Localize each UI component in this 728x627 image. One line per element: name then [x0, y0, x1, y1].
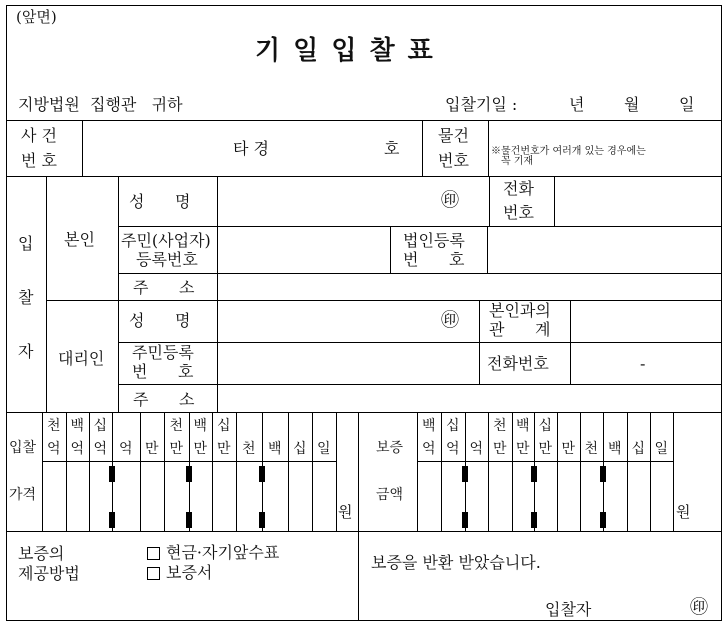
deposit-unit-bottom: 만: [516, 441, 530, 457]
case-suffix: 호: [384, 139, 400, 158]
deposit-grid-line: [417, 461, 673, 462]
principal-name-label: 성 명: [129, 192, 191, 211]
bid-unit-top: 십: [217, 418, 231, 434]
deposit-unit-bottom: 억: [422, 441, 436, 457]
case-label-2: 번 호: [21, 151, 57, 170]
method-option-2[interactable]: [147, 565, 212, 581]
digit-separator-mark: [600, 466, 606, 482]
deposit-unit-bottom: 억: [469, 441, 484, 457]
method-option-1-label: 현금·자기앞수표: [166, 543, 280, 562]
col-line: [422, 120, 423, 176]
bid-price-label-1: 입찰: [9, 440, 37, 456]
border-right: [721, 5, 722, 621]
deposit-label-1: 보증: [376, 440, 404, 456]
digit-separator-mark: [186, 512, 192, 528]
bid-unit-bottom: 십: [293, 441, 307, 457]
digit-separator-mark: [259, 512, 265, 528]
page-title: 기 일 입 찰 표: [255, 36, 435, 66]
principal-corp-label-1: 법인등록: [403, 231, 465, 250]
returned-text: 보증을 반환 받았습니다.: [371, 553, 541, 572]
agent-section: 대리인: [58, 349, 105, 368]
deposit-digit-column-line: [417, 412, 418, 531]
deposit-digit-column-line: [580, 412, 581, 531]
deposit-unit-bottom: 십: [631, 441, 646, 457]
bid-digit-column-line: [66, 412, 67, 531]
bid-price-won: 원: [338, 503, 353, 521]
bid-unit-top: 백: [70, 418, 85, 434]
digit-separator-mark: [109, 512, 115, 528]
bid-unit-bottom: 만: [169, 441, 184, 457]
principal-phone-label-2: 번호: [503, 203, 534, 222]
col-line: [488, 120, 489, 176]
item-note-1: ※물건번호가 여러개 있는 경우에는: [491, 146, 646, 157]
method-label-1: 보증의: [18, 544, 65, 563]
bid-date-label: 입찰기일 :: [445, 95, 518, 114]
row-line: [6, 412, 722, 413]
price-grid-line: [42, 531, 336, 532]
bid-unit-bottom: 억: [47, 441, 61, 457]
agent-relation-label-2: 관 계: [489, 320, 551, 339]
deposit-won: 원: [676, 503, 691, 521]
item-note-2: 꼭 기재: [501, 156, 534, 167]
deposit-label-2: 금액: [376, 487, 404, 503]
row-line: [118, 273, 722, 274]
deposit-unit-top: 백: [516, 418, 530, 434]
agent-phone-label: 전화번호: [487, 354, 549, 373]
deposit-digit-column-line: [650, 412, 651, 531]
bid-date-month: 월: [624, 95, 640, 114]
col-line: [554, 176, 555, 226]
deposit-unit-bottom: 만: [561, 441, 576, 457]
returned-seal-icon: ㊞: [690, 597, 708, 618]
bid-digit-column-line: [312, 412, 313, 531]
checkbox-icon[interactable]: [147, 567, 160, 580]
border-bottom: [6, 620, 722, 621]
bid-digit-column-line: [164, 412, 165, 531]
row-line: [46, 300, 722, 301]
principal-corp-label-2: 번 호: [403, 250, 465, 269]
deposit-unit-bottom: 만: [538, 441, 553, 457]
bid-digit-column-line: [89, 412, 90, 531]
bid-digit-column-line: [336, 412, 337, 531]
deposit-unit-bottom: 백: [608, 441, 622, 457]
col-line: [390, 226, 391, 273]
bidder-vertical-2: 찰: [18, 288, 34, 307]
addressee: 지방법원 집행관 귀하: [18, 95, 183, 114]
bidder-vertical-1: 입: [18, 234, 34, 253]
bid-unit-bottom: 억: [70, 441, 85, 457]
front-label: (앞면): [16, 8, 57, 26]
bid-date-day: 일: [679, 95, 695, 114]
bid-unit-bottom: 억: [93, 441, 108, 457]
digit-separator-mark: [462, 512, 468, 528]
bid-digit-column-line: [140, 412, 141, 531]
bid-digit-column-line: [212, 412, 213, 531]
principal-address-label: 주 소: [133, 278, 195, 297]
bid-unit-top: 십: [93, 418, 108, 434]
border-top: [6, 5, 722, 6]
agent-name-label: 성 명: [129, 311, 191, 330]
row-line: [118, 226, 722, 227]
digit-separator-mark: [109, 466, 115, 482]
digit-separator-mark: [600, 512, 606, 528]
item-label-1: 물건: [438, 126, 469, 145]
method-option-2-label: 보증서: [166, 563, 213, 582]
bid-date-year: 년: [569, 95, 585, 114]
deposit-unit-top: 십: [446, 418, 460, 434]
deposit-unit-top: 천: [493, 418, 507, 434]
bid-unit-top: 천: [169, 418, 184, 434]
bid-unit-top: 천: [47, 418, 61, 434]
bid-unit-bottom: 만: [145, 441, 159, 457]
deposit-digit-column-line: [557, 412, 558, 531]
deposit-digit-column-line: [488, 412, 489, 531]
border-left: [6, 5, 7, 621]
bid-price-label-2: 가격: [9, 487, 37, 503]
col-line: [570, 300, 571, 384]
deposit-digit-column-line: [441, 412, 442, 531]
row-line: [118, 384, 722, 385]
digit-separator-mark: [531, 466, 537, 482]
deposit-digit-column-line: [673, 412, 674, 531]
deposit-unit-top: 십: [538, 418, 553, 434]
agent-seal-icon: ㊞: [441, 310, 459, 331]
method-label-2: 제공방법: [18, 564, 80, 583]
digit-separator-mark: [259, 466, 265, 482]
agent-address-label: 주 소: [133, 390, 195, 409]
agent-relation-label-1: 본인과의: [489, 301, 551, 320]
col-line: [487, 226, 488, 273]
bidder-vertical-3: 자: [18, 342, 34, 361]
col-line: [46, 176, 47, 412]
bid-unit-bottom: 백: [268, 441, 282, 457]
bid-digit-column-line: [42, 412, 43, 531]
deposit-unit-bottom: 억: [446, 441, 460, 457]
agent-id-label-1: 주민등록: [132, 343, 194, 362]
principal-phone-label-1: 전화: [503, 179, 534, 198]
bid-unit-bottom: 만: [193, 441, 208, 457]
deposit-digit-column-line: [512, 412, 513, 531]
col-line: [217, 176, 218, 412]
method-option-1[interactable]: [147, 545, 279, 561]
bid-digit-column-line: [236, 412, 237, 531]
row-line: [118, 342, 722, 343]
principal-id-label-1: 주민(사업자): [121, 231, 211, 250]
bid-unit-bottom: 만: [217, 441, 231, 457]
digit-separator-mark: [186, 466, 192, 482]
agent-id-label-2: 번 호: [132, 362, 194, 381]
col-line: [118, 176, 119, 412]
deposit-unit-bottom: 천: [584, 441, 599, 457]
col-line: [489, 176, 490, 226]
deposit-unit-bottom: 일: [654, 441, 669, 457]
principal-seal-icon: ㊞: [441, 190, 459, 211]
col-line: [82, 120, 83, 176]
principal-section: 본인: [64, 230, 95, 249]
deposit-unit-bottom: 만: [493, 441, 507, 457]
case-court: 타 경: [233, 139, 269, 158]
digit-separator-mark: [462, 466, 468, 482]
digit-separator-mark: [531, 512, 537, 528]
principal-id-label-2: 등록번호: [136, 250, 198, 269]
returned-bidder-label: 입찰자: [545, 600, 592, 619]
bid-digit-column-line: [288, 412, 289, 531]
bid-unit-bottom: 천: [242, 441, 256, 457]
col-line: [479, 300, 480, 384]
checkbox-icon[interactable]: [147, 547, 160, 560]
agent-phone-dash: -: [640, 354, 646, 373]
row-line: [6, 120, 722, 121]
bid-unit-bottom: 억: [119, 441, 133, 457]
case-label-1: 사 건: [21, 126, 57, 145]
bid-unit-top: 백: [193, 418, 208, 434]
item-label-2: 번호: [438, 151, 469, 170]
row-line: [6, 176, 722, 177]
deposit-unit-top: 백: [422, 418, 436, 434]
col-line: [358, 412, 359, 621]
deposit-digit-column-line: [627, 412, 628, 531]
bid-unit-bottom: 일: [317, 441, 331, 457]
